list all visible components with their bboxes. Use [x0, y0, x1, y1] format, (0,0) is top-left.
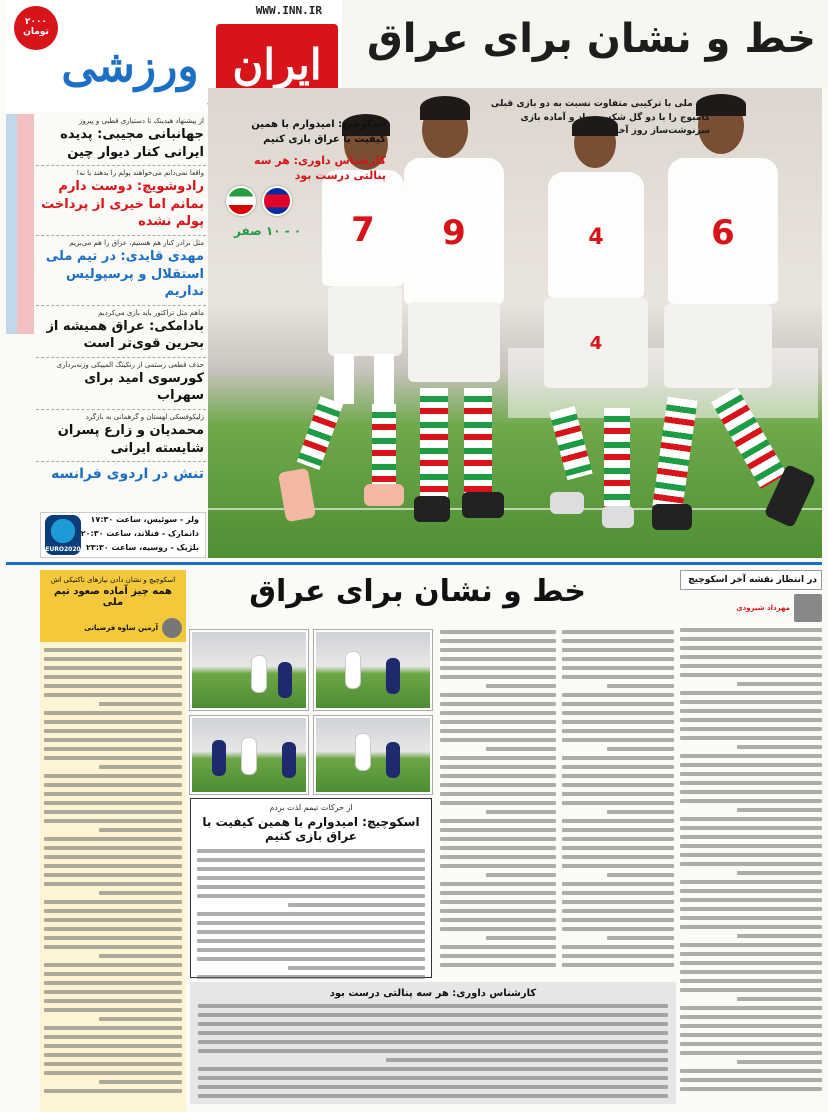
teaser-item[interactable]: [36, 306, 206, 358]
body-text-line: [198, 1031, 668, 1035]
body-text-line: [440, 945, 556, 949]
body-text-line: [44, 927, 182, 931]
body-text-line: [440, 756, 556, 760]
body-text-line: [562, 855, 674, 859]
article-photo[interactable]: [190, 630, 308, 710]
body-text-line: [440, 720, 556, 724]
body-text-line: [386, 1058, 668, 1062]
body-text-line: [44, 882, 182, 886]
body-text-line: [440, 918, 556, 922]
body-text-line: [44, 873, 182, 877]
body-text-line: [440, 675, 556, 679]
body-text-line: [680, 1087, 822, 1091]
body-text-line: [44, 945, 182, 949]
body-text-line: [44, 1062, 182, 1066]
author-name: آرمین ساوه فرضیانی: [84, 624, 158, 632]
right-column-headline: در انتظار نقشه آخر اسکوچیچ: [680, 570, 822, 590]
teaser-kicker: از پیشنهاد هیدینک تا دستیاری قطبی و پیروز: [79, 117, 204, 125]
teaser-kicker: زلیکوفسکی لهستان و گرهمانی به بازگرد: [85, 413, 204, 422]
body-text-line: [680, 1024, 822, 1028]
body-text-line: [562, 891, 674, 895]
teaser-title: جهانبانی مجیبی: پدیده ایرانی کنار دیوار چین: [60, 127, 204, 160]
body-text-line: [680, 1078, 822, 1082]
body-text-line: [680, 646, 822, 650]
body-text-line: [680, 637, 822, 641]
main-headline: خط و نشان برای عراق: [366, 16, 816, 62]
euro2020-logo: EURO2020: [45, 515, 81, 555]
team-flags: [226, 186, 292, 216]
body-text-line: [44, 1008, 182, 1012]
body-text-line: [486, 747, 556, 751]
body-text-line: [197, 876, 425, 880]
body-text-line: [440, 693, 556, 697]
body-text-line: [562, 963, 674, 967]
hero-photo[interactable]: 7 9 4 4 6 تیم ملی با ترکیبی متفاوت نسبت به دو بازی قبلی کامبوج را با دو گل شکست داد و آماده بازی سرنوشت‌ساز روز آخر است اسکوچیچ: امیدوارم با همین کیفیت با عراق بازی کنیم کارشناس داوری: هر سه پنالتی درست بود ۰ - ۱۰ صفر: [208, 88, 822, 558]
body-text-line: [737, 745, 822, 749]
body-text-line: [680, 961, 822, 965]
teaser-kicker: حذف قطعی رستمی از رنکینگ المپیکی وزنه‌برداری: [56, 360, 204, 369]
body-text-line: [680, 655, 822, 659]
match-row: دانمارک - فنلاند، ساعت ۲۰:۳۰: [80, 529, 199, 538]
body-text-line: [680, 925, 822, 929]
body-text-line: [44, 693, 182, 697]
teaser-item[interactable]: [36, 462, 206, 488]
iran-flag-icon: [226, 186, 256, 216]
body-text-line: [44, 648, 182, 652]
teaser-title: تنش در اردوی فرانسه: [51, 466, 204, 483]
hero-quote-box[interactable]: [226, 118, 386, 184]
left-article[interactable]: [40, 570, 186, 1106]
body-text-line: [198, 1049, 668, 1053]
body-text-line: [44, 900, 182, 904]
body-text-line: [486, 936, 556, 940]
teaser-item[interactable]: [36, 236, 206, 306]
body-text-line: [44, 864, 182, 868]
body-text-line: [607, 684, 674, 688]
body-text-line: [440, 927, 556, 931]
body-text-line: [44, 666, 182, 670]
body-text-line: [44, 783, 182, 787]
body-text-line: [44, 909, 182, 913]
body-text-line: [562, 675, 674, 679]
body-text-line: [440, 864, 556, 868]
body-text-line: [99, 891, 182, 895]
center-article[interactable]: [190, 570, 676, 1106]
teaser-item[interactable]: [36, 166, 206, 236]
body-text-line: [197, 894, 425, 898]
body-text-line: [44, 999, 182, 1003]
body-text-line: [198, 1040, 668, 1044]
body-text-line: [44, 711, 182, 715]
left-article-body: [40, 642, 186, 1112]
left-article-title: همه چیز آماده صعود تیم ملی: [54, 586, 172, 608]
body-text-line: [440, 792, 556, 796]
body-text-line: [680, 862, 822, 866]
body-text-line: [197, 849, 425, 853]
teaser-item[interactable]: [36, 358, 206, 410]
body-text-line: [680, 988, 822, 992]
body-text-line: [99, 765, 182, 769]
body-text-line: [680, 673, 822, 677]
body-text-line: [197, 939, 425, 943]
body-text-line: [99, 828, 182, 832]
body-text-line: [680, 817, 822, 821]
body-text-line: [198, 1013, 668, 1017]
body-text-line: [680, 889, 822, 893]
body-text-line: [562, 693, 674, 697]
body-text-line: [562, 918, 674, 922]
body-text-line: [99, 1017, 182, 1021]
teaser-title: محمدیان و زارع پسران شایسته ایرانی: [57, 423, 204, 456]
body-text-line: [680, 1051, 822, 1055]
body-text-line: [44, 810, 182, 814]
body-text-line: [44, 972, 182, 976]
body-text-line: [562, 738, 674, 742]
match-row: بلژیک - روسیه، ساعت ۲۳:۳۰: [85, 543, 199, 552]
body-text-line: [440, 711, 556, 715]
quote-box-title: اسکوچیچ: امیدوارم با همین کیفیت با عراق بازی کنیم: [202, 815, 420, 843]
body-text-line: [44, 819, 182, 823]
teaser-kicker: واقعا نمی‌دانم می‌خواهند پولم را بدهند یا نه!: [76, 169, 204, 178]
body-text-line: [680, 907, 822, 911]
body-text-line: [440, 765, 556, 769]
body-text-line: [440, 738, 556, 742]
body-text-line: [680, 727, 822, 731]
body-text-line: [737, 934, 822, 938]
body-text-line: [680, 628, 822, 632]
body-text-line: [562, 909, 674, 913]
body-text-line: [680, 1069, 822, 1073]
body-text-line: [44, 657, 182, 661]
body-text-line: [99, 954, 182, 958]
body-text-line: [197, 975, 425, 979]
quote-box-kicker: از حرکات تیمم لذت بردم: [269, 803, 353, 812]
teaser-item[interactable]: [36, 410, 206, 462]
body-text-line: [440, 666, 556, 670]
article-photo[interactable]: [314, 630, 432, 710]
teaser-title: مهدی قایدی: در تیم ملی استقلال و پرسپولیس نداریم: [45, 249, 204, 300]
body-text-line: [44, 1026, 182, 1030]
body-text-line: [44, 684, 182, 688]
body-text-line: [680, 781, 822, 785]
body-text-line: [562, 774, 674, 778]
body-text-line: [562, 648, 674, 652]
body-text-line: [288, 966, 425, 970]
body-text-line: [680, 952, 822, 956]
body-text-line: [562, 846, 674, 850]
body-text-line: [562, 864, 674, 868]
body-text-line: [44, 738, 182, 742]
body-text-line: [737, 682, 822, 686]
body-text-line: [737, 871, 822, 875]
body-text-line: [440, 630, 556, 634]
body-text-line: [44, 792, 182, 796]
body-text-line: [562, 945, 674, 949]
body-text-line: [680, 880, 822, 884]
euro-schedule: [40, 512, 206, 558]
author-avatar: [162, 618, 182, 638]
right-column[interactable]: [680, 570, 822, 1106]
referee-analysis-box: [190, 982, 676, 1104]
body-text-line: [680, 979, 822, 983]
body-text-line: [680, 1015, 822, 1019]
body-text-line: [99, 702, 182, 706]
body-text-line: [440, 882, 556, 886]
body-text-line: [440, 828, 556, 832]
body-text-line: [198, 1094, 668, 1098]
teaser-title: کورسوی امید برای سهراب: [84, 370, 204, 404]
body-text-line: [44, 774, 182, 778]
match-row: ولز - سوئیس، ساعت ۱۷:۳۰: [90, 515, 199, 524]
body-text-line: [562, 765, 674, 769]
body-text-line: [44, 837, 182, 841]
body-text-line: [680, 853, 822, 857]
body-text-line: [440, 729, 556, 733]
hero-quote-main: اسکوچیچ: امیدوارم با همین کیفیت با عراق بازی کنیم: [251, 119, 386, 145]
teaser-title: رادوشویچ: دوست دارم بمانم اما خیری از پرداخت پولم نشده: [41, 179, 204, 230]
body-text-line: [44, 720, 182, 724]
body-text-line: [680, 700, 822, 704]
body-text-line: [440, 963, 556, 967]
body-text-line: [562, 801, 674, 805]
body-text-line: [680, 691, 822, 695]
body-text-line: [680, 943, 822, 947]
hero-quote-sub: کارشناس داوری: هر سه پنالتی درست بود: [254, 154, 386, 183]
body-text-line: [562, 819, 674, 823]
left-article-header: [40, 570, 186, 614]
body-text-line: [44, 729, 182, 733]
right-column-author: [680, 594, 822, 622]
body-text-line: [562, 711, 674, 715]
body-text-line: [680, 835, 822, 839]
article-column: [440, 630, 556, 976]
body-text-line: [197, 912, 425, 916]
body-text-line: [440, 648, 556, 652]
body-text-line: [440, 639, 556, 643]
body-text-line: [680, 772, 822, 776]
author-avatar: [794, 594, 822, 622]
body-text-line: [440, 801, 556, 805]
body-text-line: [198, 1067, 668, 1071]
body-text-line: [680, 916, 822, 920]
body-text-line: [44, 981, 182, 985]
body-text-line: [562, 828, 674, 832]
body-text-line: [44, 1044, 182, 1048]
body-text-line: [680, 763, 822, 767]
body-text-line: [44, 963, 182, 967]
body-text-line: [44, 1089, 182, 1093]
article-column: [562, 630, 674, 976]
quote-box: [190, 798, 432, 978]
body-text-line: [562, 657, 674, 661]
body-text-line: [680, 970, 822, 974]
body-text-line: [486, 684, 556, 688]
body-text-line: [99, 1080, 182, 1084]
body-text-line: [562, 666, 674, 670]
body-text-line: [562, 630, 674, 634]
body-text-line: [197, 885, 425, 889]
body-text-line: [288, 903, 425, 907]
body-text-line: [440, 900, 556, 904]
teaser-column: [36, 114, 206, 564]
body-text-line: [440, 837, 556, 841]
article-photo[interactable]: [314, 716, 432, 794]
body-text-line: [44, 990, 182, 994]
article-photo[interactable]: [190, 716, 308, 794]
body-text-line: [562, 729, 674, 733]
body-text-line: [486, 873, 556, 877]
body-text-line: [680, 709, 822, 713]
site-url[interactable]: WWW.INN.IR: [255, 4, 322, 17]
body-text-line: [197, 930, 425, 934]
body-text-line: [607, 810, 674, 814]
referee-box-title: کارشناس داوری: هر سه پنالتی درست بود: [329, 988, 537, 999]
body-text-line: [680, 826, 822, 830]
body-text-line: [680, 844, 822, 848]
body-text-line: [44, 675, 182, 679]
body-text-line: [680, 718, 822, 722]
cambodia-flag-icon: [262, 186, 292, 216]
body-text-line: [440, 774, 556, 778]
teaser-item[interactable]: [36, 114, 206, 166]
left-article-kicker: اسکوچیچ و نشان دادن نیازهای تاکتیکی اش: [50, 576, 176, 584]
body-text-line: [562, 783, 674, 787]
body-text-line: [562, 756, 674, 760]
body-text-line: [197, 948, 425, 952]
match-score: ۰ - ۱۰ صفر: [234, 224, 302, 238]
section-divider: [6, 562, 822, 565]
price-value: ۲۰۰۰: [25, 17, 47, 28]
logo-blue-block: ورزشی: [61, 40, 199, 92]
body-text-line: [607, 747, 674, 751]
body-text-line: [197, 921, 425, 925]
body-text-line: [486, 810, 556, 814]
left-article-author: [40, 614, 186, 642]
body-text-line: [440, 819, 556, 823]
body-text-line: [44, 756, 182, 760]
body-text-line: [680, 799, 822, 803]
body-text-line: [680, 1006, 822, 1010]
body-text-line: [198, 1085, 668, 1089]
teaser-kicker: ماهم مثل تراکتور باید بازی می‌کردیم: [98, 308, 204, 317]
body-text-line: [680, 1033, 822, 1037]
body-text-line: [737, 808, 822, 812]
body-text-line: [197, 957, 425, 961]
body-text-line: [198, 1076, 668, 1080]
body-text-line: [440, 855, 556, 859]
body-text-line: [562, 837, 674, 841]
body-text-line: [198, 1004, 668, 1008]
body-text-line: [562, 900, 674, 904]
body-text-line: [44, 918, 182, 922]
body-text-line: [44, 855, 182, 859]
body-text-line: [737, 997, 822, 1001]
author-name: مهرداد شیرودی: [736, 604, 790, 612]
body-text-line: [440, 909, 556, 913]
body-text-line: [440, 657, 556, 661]
body-text-line: [197, 867, 425, 871]
body-text-line: [680, 736, 822, 740]
body-text-line: [440, 846, 556, 850]
body-text-line: [562, 702, 674, 706]
teaser-kicker: مثل برادر کنار هم هستیم، عراق را هم می‌بریم: [69, 238, 204, 247]
body-text-line: [562, 882, 674, 886]
body-text-line: [680, 898, 822, 902]
body-text-line: [44, 1035, 182, 1039]
body-text-line: [607, 873, 674, 877]
body-text-line: [440, 783, 556, 787]
logo-red-block: ایران: [216, 24, 338, 104]
body-text-line: [562, 954, 674, 958]
body-text-line: [680, 1042, 822, 1046]
body-text-line: [562, 720, 674, 724]
body-text-line: [680, 664, 822, 668]
body-text-line: [562, 639, 674, 643]
headline-banner: [342, 0, 828, 88]
body-text-line: [680, 754, 822, 758]
body-text-line: [197, 858, 425, 862]
teaser-title: بادامکی: عراق همیشه از بحرین قوی‌تر است: [46, 318, 204, 352]
body-text-line: [607, 936, 674, 940]
body-text-line: [562, 927, 674, 931]
hero-caption: تیم ملی با ترکیبی متفاوت نسبت به دو بازی قبلی کامبوج را با دو گل شکست داد و آماده بازی سرنوشت‌ساز روز آخر است: [490, 99, 710, 136]
body-text-line: [44, 801, 182, 805]
body-text-line: [44, 1053, 182, 1057]
body-text-line: [44, 747, 182, 751]
body-text-line: [680, 790, 822, 794]
body-text-line: [440, 702, 556, 706]
body-text-line: [44, 846, 182, 850]
body-text-line: [737, 1060, 822, 1064]
price-unit: تومان: [23, 27, 49, 37]
body-text-line: [44, 1071, 182, 1075]
left-decor-strip: [6, 114, 34, 554]
body-text-line: [44, 936, 182, 940]
article-title: خط و نشان برای عراق: [249, 574, 586, 609]
body-text-line: [562, 792, 674, 796]
body-text-line: [198, 1022, 668, 1026]
body-text-line: [440, 891, 556, 895]
body-text-line: [440, 954, 556, 958]
